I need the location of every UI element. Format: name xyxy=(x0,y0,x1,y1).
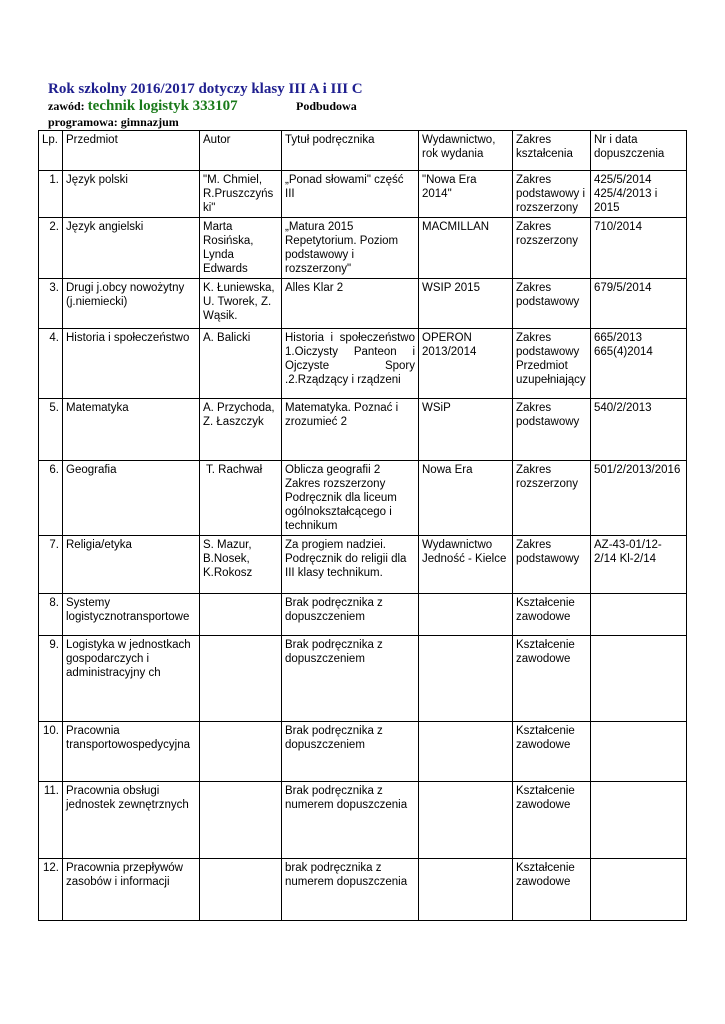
row-lp: 10. xyxy=(39,722,63,782)
row-approval xyxy=(591,594,687,636)
row-approval: 665/2013 665(4)2014 xyxy=(591,329,687,399)
row-author xyxy=(200,782,282,859)
table-row xyxy=(39,722,687,782)
table-row xyxy=(39,461,687,536)
row-subject: Matematyka xyxy=(63,399,200,461)
row-scope: Kształcenie zawodowe xyxy=(513,636,591,722)
row-publisher: Nowa Era xyxy=(419,461,513,536)
row-subject: Logistyka w jednostkach gospodarczych i administracyjny ch xyxy=(63,636,200,722)
table-row xyxy=(39,859,687,921)
row-author: "M. Chmiel, R.Pruszczyńs ki" xyxy=(200,171,282,218)
header-title: Tytuł podręcznika xyxy=(282,131,419,171)
row-lp: 1. xyxy=(39,171,63,218)
row-title: Brak podręcznika z dopuszczeniem xyxy=(282,594,419,636)
table-row xyxy=(39,536,687,594)
document-heading xyxy=(48,80,708,129)
row-scope: Zakres rozszerzony xyxy=(513,218,591,279)
header-subject: Przedmiot xyxy=(63,131,200,171)
row-title: brak podręcznika z numerem dopuszczenia xyxy=(282,859,419,921)
table-row xyxy=(39,171,687,218)
row-title: „Ponad słowami" część III xyxy=(282,171,419,218)
row-publisher: WSiP xyxy=(419,399,513,461)
row-lp: 8. xyxy=(39,594,63,636)
row-approval: 679/5/2014 xyxy=(591,279,687,329)
row-publisher: WSIP 2015 xyxy=(419,279,513,329)
row-scope: Zakres podstawowy xyxy=(513,536,591,594)
table-row xyxy=(39,279,687,329)
row-approval: 501/2/2013/2016 xyxy=(591,461,687,536)
row-lp: 9. xyxy=(39,636,63,722)
row-approval: 540/2/2013 xyxy=(591,399,687,461)
row-approval: 710/2014 xyxy=(591,218,687,279)
row-lp: 12. xyxy=(39,859,63,921)
row-scope: Zakres podstawowy Przedmiot uzupełniający xyxy=(513,329,591,399)
row-approval: AZ-43-01/12-2/14 Kl-2/14 xyxy=(591,536,687,594)
profession-label: zawód: xyxy=(48,99,85,113)
row-subject: Język angielski xyxy=(63,218,200,279)
row-approval xyxy=(591,636,687,722)
row-title: Alles Klar 2 xyxy=(282,279,419,329)
table-row xyxy=(39,636,687,722)
row-title: Brak podręcznika z numerem dopuszczenia xyxy=(282,782,419,859)
textbook-table xyxy=(38,130,687,921)
row-scope: Kształcenie zawodowe xyxy=(513,594,591,636)
row-title: Brak podręcznika z dopuszczeniem xyxy=(282,636,419,722)
row-subject: Historia i społeczeństwo xyxy=(63,329,200,399)
row-lp: 2. xyxy=(39,218,63,279)
row-subject: Drugi j.obcy nowożytny (j.niemiecki) xyxy=(63,279,200,329)
row-scope: Kształcenie zawodowe xyxy=(513,722,591,782)
row-publisher xyxy=(419,594,513,636)
row-author: K. Łuniewska, U. Tworek, Z. Wąsik. xyxy=(200,279,282,329)
row-author xyxy=(200,636,282,722)
row-title: Oblicza geografii 2 Zakres rozszerzony Podręcznik dla liceum ogólnokształcącego i technikum xyxy=(282,461,419,536)
header-approval: Nr i data dopuszczenia xyxy=(591,131,687,171)
row-lp: 11. xyxy=(39,782,63,859)
table-row xyxy=(39,594,687,636)
row-publisher xyxy=(419,722,513,782)
row-scope: Zakres podstawowy xyxy=(513,279,591,329)
row-author: A. Przychoda, Z. Łaszczyk xyxy=(200,399,282,461)
row-scope: Kształcenie zawodowe xyxy=(513,782,591,859)
row-publisher xyxy=(419,636,513,722)
header-lp: Lp. xyxy=(39,131,63,171)
row-publisher: MACMILLAN xyxy=(419,218,513,279)
row-scope: Zakres rozszerzony xyxy=(513,461,591,536)
row-publisher: "Nowa Era 2014" xyxy=(419,171,513,218)
row-author xyxy=(200,722,282,782)
row-subject: Pracownia przepływów zasobów i informacji xyxy=(63,859,200,921)
row-subject: Systemy logistycznotransportowe xyxy=(63,594,200,636)
table-row xyxy=(39,218,687,279)
row-lp: 6. xyxy=(39,461,63,536)
table-row xyxy=(39,399,687,461)
row-title: Brak podręcznika z dopuszczeniem xyxy=(282,722,419,782)
row-publisher xyxy=(419,859,513,921)
row-subject: Język polski xyxy=(63,171,200,218)
row-subject: Pracownia transportowospedycyjna xyxy=(63,722,200,782)
header-author: Autor xyxy=(200,131,282,171)
row-approval xyxy=(591,859,687,921)
row-lp: 5. xyxy=(39,399,63,461)
header-publisher: Wydawnictwo, rok wydania xyxy=(419,131,513,171)
row-lp: 3. xyxy=(39,279,63,329)
row-author xyxy=(200,594,282,636)
row-author: T. Rachwał xyxy=(200,461,282,536)
row-publisher xyxy=(419,782,513,859)
row-publisher: Wydawnictwo Jedność - Kielce xyxy=(419,536,513,594)
row-subject: Religia/etyka xyxy=(63,536,200,594)
document-title: Rok szkolny 2016/2017 dotyczy klasy III A i III C xyxy=(48,81,363,97)
row-title: „Matura 2015 Repetytorium. Poziom podstawowy i rozszerzony" xyxy=(282,218,419,279)
programowa-label: programowa: gimnazjum xyxy=(48,115,179,129)
profession-line xyxy=(48,98,708,116)
header-scope: Zakres kształcenia xyxy=(513,131,591,171)
table-row xyxy=(39,782,687,859)
row-approval xyxy=(591,782,687,859)
row-scope: Zakres podstawowy xyxy=(513,399,591,461)
row-lp: 7. xyxy=(39,536,63,594)
row-title: Historia i społeczeństwo 1.Oiczysty Panteon i Ojczyste Spory .2.Rządzący i rządzeni xyxy=(282,329,419,399)
row-approval: 425/5/2014 425/4/2013 i 2015 xyxy=(591,171,687,218)
row-author: A. Balicki xyxy=(200,329,282,399)
row-publisher: OPERON 2013/2014 xyxy=(419,329,513,399)
row-approval xyxy=(591,722,687,782)
row-author: S. Mazur, B.Nosek, K.Rokosz xyxy=(200,536,282,594)
row-author: Marta Rosińska, Lynda Edwards xyxy=(200,218,282,279)
row-title: Za progiem nadziei. Podręcznik do religii dla III klasy technikum. xyxy=(282,536,419,594)
row-author xyxy=(200,859,282,921)
row-lp: 4. xyxy=(39,329,63,399)
podbudowa-label: Podbudowa xyxy=(296,99,357,113)
row-subject: Pracownia obsługi jednostek zewnętrznych xyxy=(63,782,200,859)
profession-value: technik logistyk 333107 xyxy=(87,98,238,114)
row-subject: Geografia xyxy=(63,461,200,536)
row-scope: Zakres podstawowy i rozszerzony xyxy=(513,171,591,218)
table-row xyxy=(39,329,687,399)
row-title: Matematyka. Poznać i zrozumieć 2 xyxy=(282,399,419,461)
table-header-row xyxy=(39,131,687,171)
row-scope: Kształcenie zawodowe xyxy=(513,859,591,921)
